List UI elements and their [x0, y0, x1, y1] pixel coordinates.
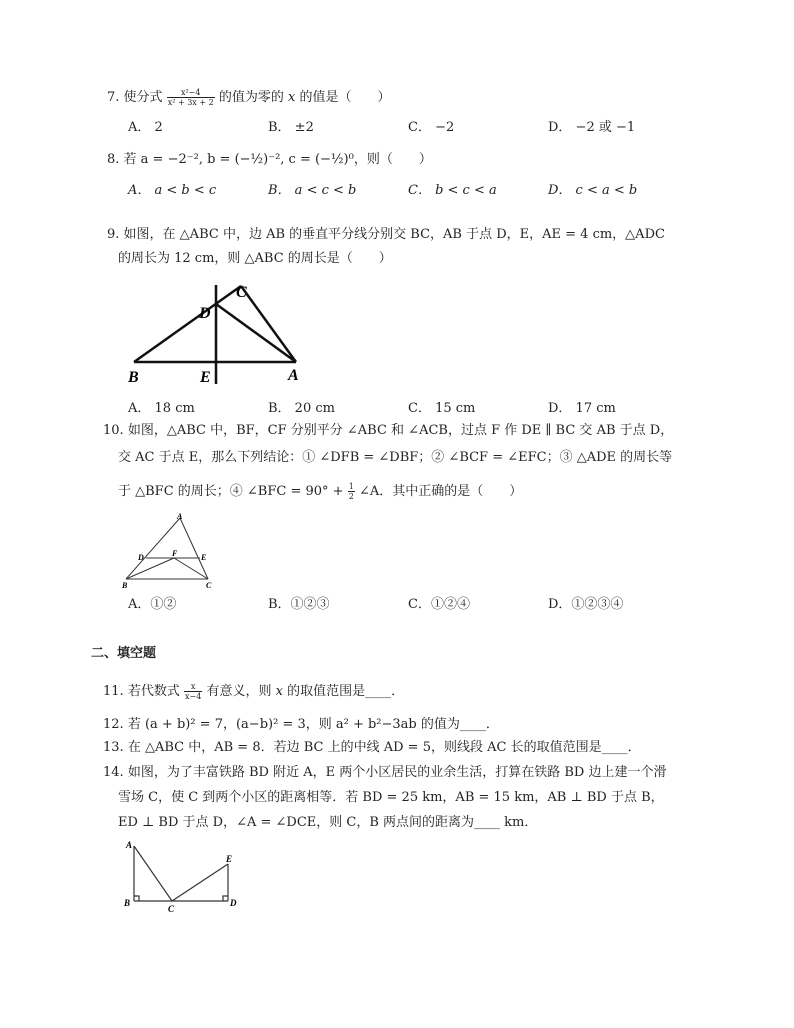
q7-option-d[interactable]: D． −2 或 −1: [548, 120, 636, 135]
q13-number: 13.: [103, 740, 124, 755]
q11-post: 有意义，则: [206, 684, 272, 699]
q9-label-b: B: [128, 369, 139, 386]
q12-stem: [103, 717, 499, 733]
q9-option-b[interactable]: B． 20 cm: [268, 401, 335, 416]
q11-tail: 的取值范围是____．: [287, 684, 405, 699]
q9-label-c: C: [236, 284, 247, 301]
q14-number: 14.: [103, 765, 124, 780]
q14-stem-line1: [103, 765, 666, 781]
q10-stem-line2: 交 AC 于点 E，那么下列结论：① ∠DFB = ∠DBF；② ∠BCF = ∠EFC；③ △ADE 的周长等: [118, 450, 673, 465]
q9-label-d: D: [199, 305, 211, 322]
q11-frac-numerator: x: [184, 682, 202, 692]
q11-frac-denominator: x−4: [184, 692, 202, 701]
q9-stem-line1: [107, 227, 665, 243]
q9-line1: 如图，在 △ABC 中，边 AB 的垂直平分线分别交 BC，AB 于点 D，E，AE = 4 cm，△ADC: [123, 227, 665, 242]
q10-label-b: B: [122, 581, 128, 590]
q7-option-c[interactable]: C． −2: [408, 120, 455, 135]
q9-option-a[interactable]: A． 18 cm: [128, 401, 195, 416]
q7-fraction: [167, 88, 215, 107]
q11-stem: [103, 682, 404, 701]
q12-text: 若 (a + b)² = 7，(a−b)² = 3，则 a² + b²−3ab 的值为____．: [127, 717, 499, 732]
q8-option-a[interactable]: A． a < b < c: [128, 183, 217, 198]
q10-option-d[interactable]: D．①②③④: [548, 597, 624, 612]
q14-label-c: C: [168, 904, 175, 914]
q14-figure: [120, 836, 250, 916]
q10-triangle-figure: [120, 512, 220, 592]
q10-stem-line3: [118, 482, 522, 501]
q10-label-e: E: [201, 553, 207, 562]
q8-option-b[interactable]: B． a < c < b: [268, 183, 357, 198]
q7-var: x: [288, 90, 296, 105]
q9-number: 9.: [107, 227, 120, 242]
q14-stem-line2: 雪场 C，使 C 到两个小区的距离相等．若 BD = 25 km，AB = 15 km，AB ⊥ BD 于点 B，: [118, 790, 664, 805]
q14-label-d: D: [230, 898, 237, 908]
q10-label-a: A: [177, 512, 183, 521]
q7-option-a[interactable]: A． 2: [128, 120, 163, 135]
q9-option-d[interactable]: D． 17 cm: [548, 401, 616, 416]
q8-option-c[interactable]: C． b < c < a: [408, 183, 497, 198]
q12-number: 12.: [103, 717, 124, 732]
q9-segment-ca: [241, 286, 296, 362]
q14-label-b: B: [124, 898, 131, 908]
q7-stem: [107, 88, 391, 107]
q10-number: 10.: [103, 423, 124, 438]
q13-stem: [103, 740, 641, 756]
q9-label-a: A: [288, 367, 299, 384]
q10-half-fraction: [348, 482, 355, 501]
q11-number: 11.: [103, 684, 124, 699]
q10-label-d: D: [138, 553, 144, 562]
q8-stem: [107, 152, 432, 168]
q7-pre: 使分式: [123, 90, 163, 105]
q14-label-a: A: [126, 840, 133, 850]
q10-label-f: F: [172, 549, 178, 558]
q7-option-b[interactable]: B． ±2: [268, 120, 314, 135]
q10-line3-pre: 于 △BFC 的周长；④ ∠BFC = 90° +: [118, 484, 344, 499]
q7-post: 的值为零的: [218, 90, 284, 105]
q10-line1: 如图，△ABC 中，BF，CF 分别平分 ∠ABC 和 ∠ACB，过点 F 作 DE ∥ BC 交 AB 于点 D，: [127, 423, 674, 438]
q11-pre: 若代数式: [127, 684, 180, 699]
q8-text: 若 a = −2⁻², b = (−½)⁻², c = (−½)⁰，则（ ）: [123, 152, 432, 167]
q10-option-b[interactable]: B．①②③: [268, 597, 330, 612]
q9-segment-da: [216, 304, 296, 362]
q10-line3-post: ∠A．其中正确的是（ ）: [358, 484, 523, 499]
q10-frac-denominator: 2: [348, 492, 354, 501]
section-title-fill-in: 二、填空题: [91, 646, 157, 661]
q7-number: 7.: [107, 90, 120, 105]
q14-stem-line3: ED ⊥ BD 于点 D，∠A = ∠DCE，则 C，B 两点间的距离为____ km．: [118, 815, 538, 830]
q11-var: x: [275, 684, 283, 699]
q9-option-c[interactable]: C． 15 cm: [408, 401, 476, 416]
q11-fraction: [184, 682, 202, 701]
q7-frac-denominator: x² + 3x + 2: [167, 98, 214, 107]
q13-text: 在 △ABC 中，AB = 8．若边 BC 上的中线 AD = 5，则线段 AC 长的取值范围是____．: [127, 740, 641, 755]
q9-segment-bc: [134, 286, 241, 362]
q7-frac-numerator: x²−4: [167, 88, 215, 98]
q10-stem-line1: [103, 423, 673, 439]
q9-label-e: E: [200, 369, 211, 386]
q7-tail: 的值是（ ）: [299, 90, 391, 105]
q8-option-d[interactable]: D． c < a < b: [548, 183, 638, 198]
q8-number: 8.: [107, 152, 120, 167]
q10-option-c[interactable]: C．①②④: [408, 597, 470, 612]
q14-label-e: E: [226, 854, 233, 864]
q10-option-a[interactable]: A．①②: [128, 597, 177, 612]
q9-stem-line2: 的周长为 12 cm，则 △ABC 的周长是（ ）: [118, 251, 392, 266]
q10-label-c: C: [206, 581, 212, 590]
q10-frac-numerator: 1: [348, 482, 354, 491]
q14-line1: 如图，为了丰富铁路 BD 附近 A，E 两个小区居民的业余生活，打算在铁路 BD 边上建一个滑: [127, 765, 667, 780]
q9-triangle-figure: [120, 280, 320, 390]
